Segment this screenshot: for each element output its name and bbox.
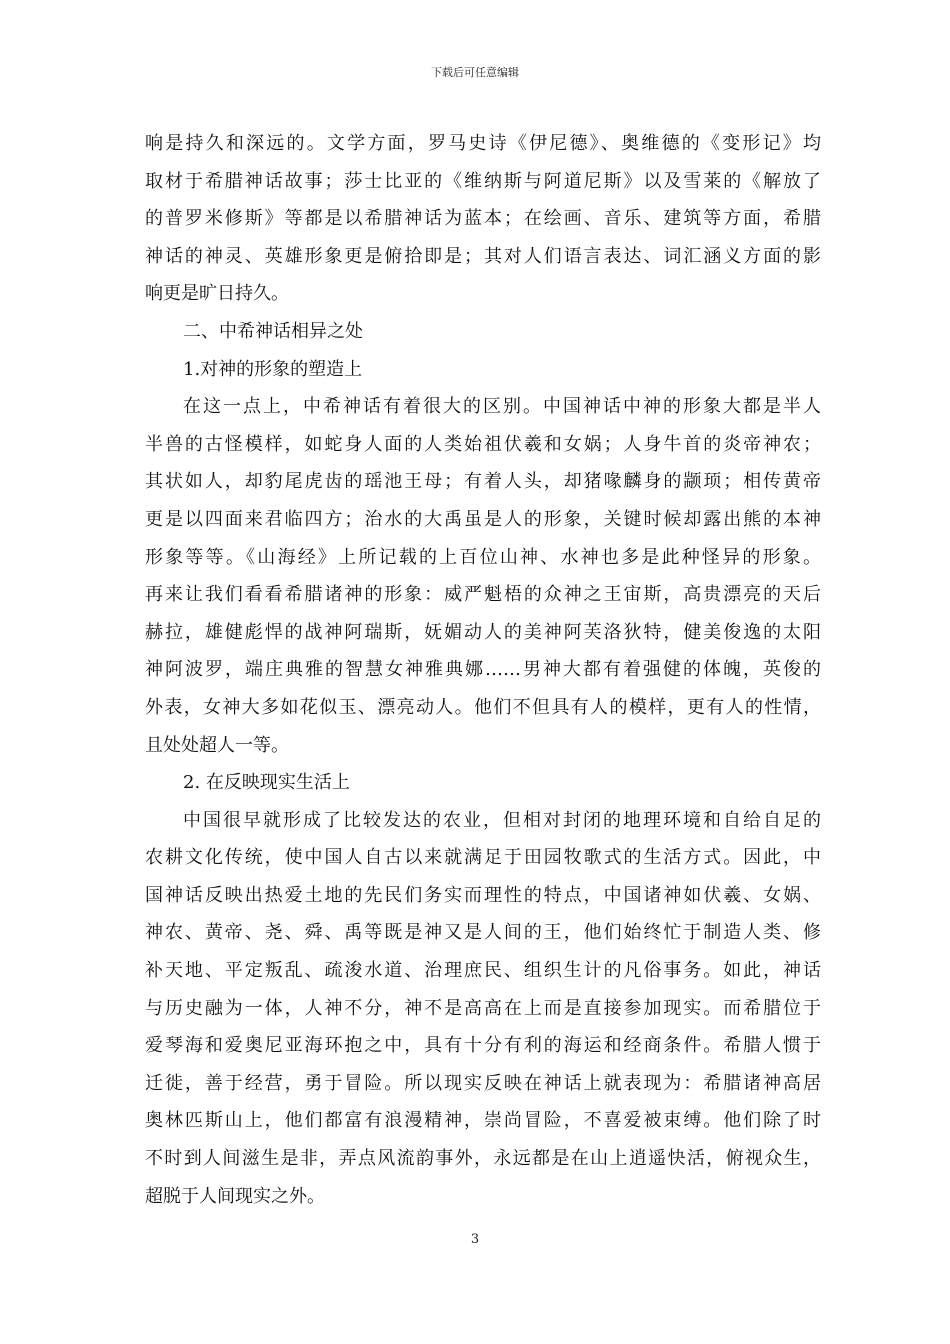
text-line: 取材于希腊神话故事；莎士比亚的《维纳斯与阿道尼斯》以及雪莱的《解放了 <box>145 170 821 192</box>
text-line: 响更是旷日持久。 <box>145 283 289 305</box>
text-line: 其状如人，却豹尾虎齿的瑶池王母；有着人头，却猪喙麟身的颛顼；相传黄帝 <box>145 471 821 493</box>
text-line: 神话的神灵、英雄形象更是俯拾即是；其对人们语言表达、词汇涵义方面的影 <box>145 245 821 267</box>
text-line: 爱琴海和爱奥尼亚海环抱之中，具有十分有利的海运和经商条件。希腊人惯于 <box>145 1035 821 1057</box>
text-line: 在这一点上，中希神话有着很大的区别。中国神话中神的形象大都是半人 <box>183 396 821 418</box>
text-line: 形象等等。《山海经》上所记载的上百位山神、水神也多是此种怪异的形象。 <box>145 546 821 568</box>
text-line: 补天地、平定叛乱、疏浚水道、治理庶民、组织生计的凡俗事务。如此，神话 <box>145 960 821 982</box>
page-number: 3 <box>470 1232 480 1247</box>
text-line: 更是以四面来君临四方；治水的大禹虽是人的形象，关键时候却露出熊的本神 <box>145 508 821 530</box>
page-header: 下载后可任意编辑 <box>431 66 519 79</box>
subsection-heading: 2. 在反映现实生活上 <box>183 772 350 794</box>
text-line: 奥林匹斯山上，他们都富有浪漫精神，崇尚冒险，不喜爱被束缚。他们除了时 <box>145 1110 821 1132</box>
text-line: 外表，女神大多如花似玉、漂亮动人。他们不但具有人的模样，更有人的性情， <box>145 696 821 718</box>
subsection-heading: 1.对神的形象的塑造上 <box>183 358 363 380</box>
text-line: 神农、黄帝、尧、舜、禹等既是神又是人间的王，他们始终忙于制造人类、修 <box>145 922 821 944</box>
text-line: 不时到人间滋生是非，弄点风流韵事外，永远都是在山上逍遥快活，俯视众生， <box>145 1148 821 1170</box>
text-line: 半兽的古怪模样，如蛇身人面的人类始祖伏羲和女娲；人身牛首的炎帝神农； <box>145 433 821 455</box>
text-line: 再来让我们看看希腊诸神的形象：威严魁梧的众神之王宙斯，高贵漂亮的天后 <box>145 584 821 606</box>
text-line: 与历史融为一体，人神不分，神不是高高在上而是直接参加现实。而希腊位于 <box>145 997 821 1019</box>
text-line: 响是持久和深远的。文学方面，罗马史诗《伊尼德》、奥维德的《变形记》均 <box>145 133 821 154</box>
text-line: 农耕文化传统，使中国人自古以来就满足于田园牧歌式的生活方式。因此，中 <box>145 847 821 869</box>
text-line: 迁徙，善于经营，勇于冒险。所以现实反映在神话上就表现为：希腊诸神高居 <box>145 1072 821 1094</box>
section-heading: 二、中希神话相异之处 <box>183 320 363 342</box>
document-body <box>145 125 821 1215</box>
text-line: 的普罗米修斯》等都是以希腊神话为蓝本；在绘画、音乐、建筑等方面，希腊 <box>145 208 821 230</box>
text-line: 中国很早就形成了比较发达的农业，但相对封闭的地理环境和自给自足的 <box>183 809 821 831</box>
text-line: 国神话反映出热爱土地的先民们务实而理性的特点，中国诸神如伏羲、女娲、 <box>145 884 821 906</box>
text-line: 神阿波罗，端庄典雅的智慧女神雅典娜……男神大都有着强健的体魄，英俊的 <box>145 659 821 681</box>
text-line: 且处处超人一等。 <box>145 734 289 756</box>
text-line: 赫拉，雄健彪悍的战神阿瑞斯，妩媚动人的美神阿芙洛狄特，健美俊逸的太阳 <box>145 621 821 643</box>
text-line: 超脱于人间现实之外。 <box>145 1185 325 1207</box>
